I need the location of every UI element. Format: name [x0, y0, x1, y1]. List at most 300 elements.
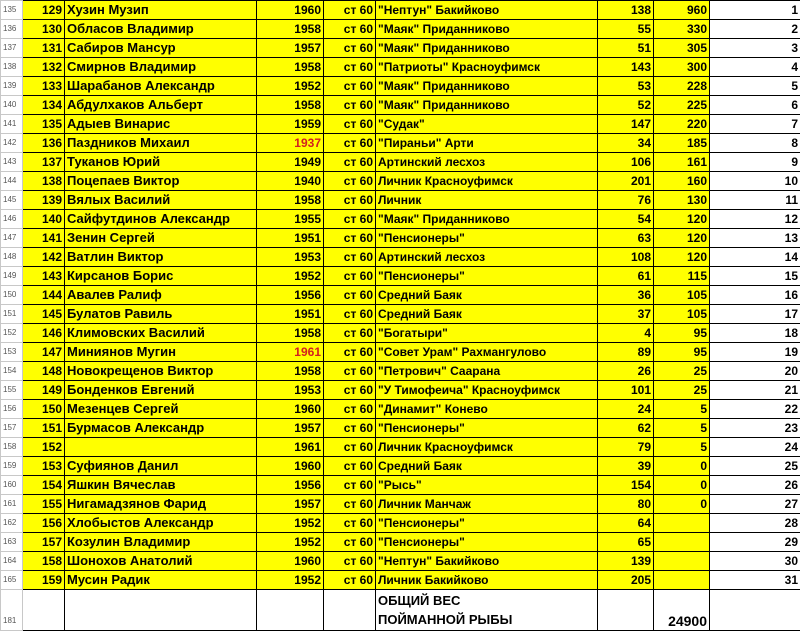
participant-name-cell[interactable]: Авалев Ралиф — [65, 286, 257, 305]
table-row — [1, 457, 800, 476]
entry-number-cell[interactable]: 149 — [23, 381, 65, 400]
row-number[interactable]: 141 — [1, 115, 23, 134]
row-number[interactable]: 154 — [1, 362, 23, 381]
team-cell[interactable]: Средний Баяк — [376, 457, 598, 476]
entry-number-cell[interactable]: 144 — [23, 286, 65, 305]
row-number[interactable]: 142 — [1, 134, 23, 153]
category-cell[interactable]: ст 60 — [324, 20, 376, 39]
entry-number-cell[interactable]: 158 — [23, 552, 65, 571]
row-number[interactable]: 155 — [1, 381, 23, 400]
number-cell[interactable]: 80 — [598, 495, 654, 514]
weight-cell[interactable]: 185 — [654, 134, 710, 153]
entry-number-cell[interactable]: 151 — [23, 419, 65, 438]
participant-name-cell[interactable]: Миниянов Мугин — [65, 343, 257, 362]
total-weight-cell[interactable]: 24900 — [654, 590, 710, 631]
place-cell[interactable]: 25 — [710, 457, 800, 476]
weight-cell[interactable]: 105 — [654, 286, 710, 305]
birth-year-cell[interactable]: 1960 — [257, 457, 324, 476]
place-cell[interactable]: 27 — [710, 495, 800, 514]
number-cell[interactable]: 61 — [598, 267, 654, 286]
participant-name-cell[interactable]: Вялых Василий — [65, 191, 257, 210]
weight-cell[interactable] — [654, 514, 710, 533]
team-cell[interactable]: "Динамит" Конево — [376, 400, 598, 419]
team-cell[interactable]: "Пенсионеры" — [376, 267, 598, 286]
birth-year-cell[interactable]: 1955 — [257, 210, 324, 229]
table-row — [1, 210, 800, 229]
number-cell[interactable]: 51 — [598, 39, 654, 58]
birth-year-cell[interactable]: 1957 — [257, 495, 324, 514]
category-cell[interactable]: ст 60 — [324, 324, 376, 343]
place-cell[interactable]: 15 — [710, 267, 800, 286]
place-cell[interactable]: 16 — [710, 286, 800, 305]
weight-cell[interactable]: 330 — [654, 20, 710, 39]
row-number[interactable]: 153 — [1, 343, 23, 362]
table-row — [1, 533, 800, 552]
table-row — [1, 77, 800, 96]
entry-number-cell[interactable]: 148 — [23, 362, 65, 381]
team-cell[interactable]: "Маяк" Приданниково — [376, 39, 598, 58]
weight-cell[interactable]: 0 — [654, 495, 710, 514]
total-label-cell[interactable] — [376, 590, 598, 631]
team-cell[interactable]: "Пенсионеры" — [376, 229, 598, 248]
weight-cell[interactable]: 228 — [654, 77, 710, 96]
number-cell[interactable]: 79 — [598, 438, 654, 457]
row-number[interactable]: 150 — [1, 286, 23, 305]
birth-year-cell[interactable]: 1952 — [257, 267, 324, 286]
category-cell[interactable]: ст 60 — [324, 381, 376, 400]
entry-number-cell[interactable]: 140 — [23, 210, 65, 229]
weight-cell[interactable]: 0 — [654, 457, 710, 476]
weight-cell[interactable]: 300 — [654, 58, 710, 77]
team-cell[interactable]: "Петрович" Саарана — [376, 362, 598, 381]
number-cell[interactable]: 63 — [598, 229, 654, 248]
row-number[interactable]: 157 — [1, 419, 23, 438]
number-cell[interactable]: 62 — [598, 419, 654, 438]
place-cell[interactable]: 3 — [710, 39, 800, 58]
team-cell[interactable]: Личник Манчаж — [376, 495, 598, 514]
entry-number-cell[interactable]: 159 — [23, 571, 65, 590]
place-cell[interactable]: 1 — [710, 1, 800, 20]
place-cell[interactable]: 7 — [710, 115, 800, 134]
team-cell[interactable]: Личник — [376, 191, 598, 210]
number-cell[interactable]: 108 — [598, 248, 654, 267]
place-cell[interactable]: 4 — [710, 58, 800, 77]
team-cell[interactable]: "Маяк" Приданниково — [376, 77, 598, 96]
table-row — [1, 58, 800, 77]
row-number[interactable]: 160 — [1, 476, 23, 495]
entry-number-cell[interactable]: 150 — [23, 400, 65, 419]
participant-name-cell[interactable]: Нигамадзянов Фарид — [65, 495, 257, 514]
birth-year-cell[interactable]: 1953 — [257, 381, 324, 400]
category-cell[interactable]: ст 60 — [324, 571, 376, 590]
category-cell[interactable]: ст 60 — [324, 438, 376, 457]
row-number[interactable]: 146 — [1, 210, 23, 229]
entry-number-cell[interactable]: 137 — [23, 153, 65, 172]
cell[interactable] — [257, 590, 324, 631]
entry-number-cell[interactable]: 145 — [23, 305, 65, 324]
entry-number-cell[interactable]: 154 — [23, 476, 65, 495]
participant-name-cell[interactable]: Климовских Василий — [65, 324, 257, 343]
table-row — [1, 96, 800, 115]
weight-cell[interactable]: 161 — [654, 153, 710, 172]
category-cell[interactable]: ст 60 — [324, 533, 376, 552]
team-cell[interactable]: "Патриоты" Красноуфимск — [376, 58, 598, 77]
weight-cell[interactable] — [654, 571, 710, 590]
entry-number-cell[interactable]: 157 — [23, 533, 65, 552]
category-cell[interactable]: ст 60 — [324, 305, 376, 324]
entry-number-cell[interactable]: 131 — [23, 39, 65, 58]
number-cell[interactable]: 143 — [598, 58, 654, 77]
birth-year-cell[interactable]: 1958 — [257, 324, 324, 343]
place-cell[interactable]: 14 — [710, 248, 800, 267]
weight-cell[interactable]: 25 — [654, 381, 710, 400]
row-number[interactable]: 135 — [1, 1, 23, 20]
entry-number-cell[interactable]: 143 — [23, 267, 65, 286]
entry-number-cell[interactable]: 139 — [23, 191, 65, 210]
weight-cell[interactable]: 960 — [654, 1, 710, 20]
number-cell[interactable]: 39 — [598, 457, 654, 476]
team-cell[interactable]: "Пираньи" Арти — [376, 134, 598, 153]
category-cell[interactable]: ст 60 — [324, 39, 376, 58]
weight-cell[interactable]: 25 — [654, 362, 710, 381]
number-cell[interactable]: 138 — [598, 1, 654, 20]
category-cell[interactable]: ст 60 — [324, 457, 376, 476]
place-cell[interactable]: 24 — [710, 438, 800, 457]
weight-cell[interactable]: 5 — [654, 419, 710, 438]
weight-cell[interactable]: 5 — [654, 438, 710, 457]
row-number[interactable]: 144 — [1, 172, 23, 191]
row-number[interactable]: 181 — [1, 590, 23, 631]
row-number[interactable]: 143 — [1, 153, 23, 172]
entry-number-cell[interactable]: 133 — [23, 77, 65, 96]
number-cell[interactable]: 154 — [598, 476, 654, 495]
row-number[interactable]: 165 — [1, 571, 23, 590]
row-number[interactable]: 139 — [1, 77, 23, 96]
number-cell[interactable]: 101 — [598, 381, 654, 400]
category-cell[interactable]: ст 60 — [324, 96, 376, 115]
category-cell[interactable]: ст 60 — [324, 229, 376, 248]
number-cell[interactable]: 201 — [598, 172, 654, 191]
place-cell[interactable]: 10 — [710, 172, 800, 191]
team-cell[interactable]: Артинский лесхоз — [376, 153, 598, 172]
team-cell[interactable]: "Совет Урам" Рахмангулово — [376, 343, 598, 362]
participant-name-cell[interactable]: Зенин Сергей — [65, 229, 257, 248]
place-cell[interactable]: 8 — [710, 134, 800, 153]
participant-name-cell[interactable]: Адыев Винарис — [65, 115, 257, 134]
number-cell[interactable]: 4 — [598, 324, 654, 343]
row-number[interactable]: 152 — [1, 324, 23, 343]
cell[interactable] — [710, 590, 800, 631]
weight-cell[interactable]: 225 — [654, 96, 710, 115]
participant-name-cell[interactable]: Бонденков Евгений — [65, 381, 257, 400]
entry-number-cell[interactable]: 136 — [23, 134, 65, 153]
team-cell[interactable]: "Нептун" Бакийково — [376, 552, 598, 571]
row-number[interactable]: 163 — [1, 533, 23, 552]
participant-name-cell[interactable]: Поцепаев Виктор — [65, 172, 257, 191]
number-cell[interactable]: 53 — [598, 77, 654, 96]
number-cell[interactable]: 64 — [598, 514, 654, 533]
participant-name-cell[interactable]: Бурмасов Александр — [65, 419, 257, 438]
team-cell[interactable]: "Богатыри" — [376, 324, 598, 343]
place-cell[interactable]: 28 — [710, 514, 800, 533]
place-cell[interactable]: 13 — [710, 229, 800, 248]
weight-cell[interactable]: 95 — [654, 324, 710, 343]
birth-year-cell[interactable]: 1951 — [257, 229, 324, 248]
place-cell[interactable]: 2 — [710, 20, 800, 39]
category-cell[interactable]: ст 60 — [324, 343, 376, 362]
participant-name-cell[interactable]: Паздников Михаил — [65, 134, 257, 153]
place-cell[interactable]: 23 — [710, 419, 800, 438]
team-cell[interactable]: "Рысь" — [376, 476, 598, 495]
row-number[interactable]: 136 — [1, 20, 23, 39]
number-cell[interactable]: 76 — [598, 191, 654, 210]
place-cell[interactable]: 17 — [710, 305, 800, 324]
table-row — [1, 20, 800, 39]
weight-cell[interactable]: 220 — [654, 115, 710, 134]
entry-number-cell[interactable]: 142 — [23, 248, 65, 267]
weight-cell[interactable]: 105 — [654, 305, 710, 324]
row-number[interactable]: 156 — [1, 400, 23, 419]
birth-year-cell[interactable]: 1952 — [257, 533, 324, 552]
participant-name-cell[interactable]: Шарабанов Александр — [65, 77, 257, 96]
category-cell[interactable]: ст 60 — [324, 210, 376, 229]
participant-name-cell[interactable]: Булатов Равиль — [65, 305, 257, 324]
row-number[interactable]: 148 — [1, 248, 23, 267]
number-cell[interactable]: 52 — [598, 96, 654, 115]
entry-number-cell[interactable]: 129 — [23, 1, 65, 20]
birth-year-cell[interactable]: 1952 — [257, 571, 324, 590]
birth-year-cell[interactable]: 1961 — [257, 343, 324, 362]
weight-cell[interactable]: 120 — [654, 248, 710, 267]
place-cell[interactable]: 12 — [710, 210, 800, 229]
birth-year-cell[interactable]: 1952 — [257, 77, 324, 96]
entry-number-cell[interactable]: 132 — [23, 58, 65, 77]
birth-year-cell[interactable]: 1956 — [257, 476, 324, 495]
number-cell[interactable]: 36 — [598, 286, 654, 305]
number-cell[interactable]: 26 — [598, 362, 654, 381]
category-cell[interactable]: ст 60 — [324, 191, 376, 210]
category-cell[interactable]: ст 60 — [324, 267, 376, 286]
entry-number-cell[interactable]: 147 — [23, 343, 65, 362]
team-cell[interactable]: Средний Баяк — [376, 305, 598, 324]
row-number[interactable]: 137 — [1, 39, 23, 58]
total-label-line1: ОБЩИЙ ВЕС — [378, 591, 595, 610]
entry-number-cell[interactable]: 130 — [23, 20, 65, 39]
weight-cell[interactable]: 0 — [654, 476, 710, 495]
number-cell[interactable]: 34 — [598, 134, 654, 153]
row-number[interactable]: 164 — [1, 552, 23, 571]
participant-name-cell[interactable]: Сайфутдинов Александр — [65, 210, 257, 229]
participant-name-cell[interactable]: Смирнов Владимир — [65, 58, 257, 77]
category-cell[interactable]: ст 60 — [324, 476, 376, 495]
cell[interactable] — [598, 590, 654, 631]
weight-cell[interactable]: 305 — [654, 39, 710, 58]
team-cell[interactable]: "Пенсионеры" — [376, 419, 598, 438]
participant-name-cell[interactable]: Абдулхаков Альберт — [65, 96, 257, 115]
team-cell[interactable]: Личник Красноуфимск — [376, 172, 598, 191]
table-row — [1, 571, 800, 590]
birth-year-cell[interactable]: 1952 — [257, 514, 324, 533]
team-cell[interactable]: Личник Красноуфимск — [376, 438, 598, 457]
participant-name-cell[interactable]: Мезенцев Сергей — [65, 400, 257, 419]
number-cell[interactable]: 65 — [598, 533, 654, 552]
category-cell[interactable]: ст 60 — [324, 77, 376, 96]
cell[interactable] — [324, 590, 376, 631]
team-cell[interactable]: "Маяк" Приданниково — [376, 96, 598, 115]
place-cell[interactable]: 5 — [710, 77, 800, 96]
birth-year-cell[interactable]: 1961 — [257, 438, 324, 457]
entry-number-cell[interactable]: 156 — [23, 514, 65, 533]
category-cell[interactable]: ст 60 — [324, 172, 376, 191]
birth-year-cell[interactable]: 1960 — [257, 1, 324, 20]
participant-name-cell[interactable]: Шонохов Анатолий — [65, 552, 257, 571]
row-number[interactable]: 149 — [1, 267, 23, 286]
birth-year-cell[interactable]: 1958 — [257, 191, 324, 210]
team-cell[interactable]: Средний Баяк — [376, 286, 598, 305]
row-number[interactable]: 161 — [1, 495, 23, 514]
number-cell[interactable]: 55 — [598, 20, 654, 39]
participant-name-cell[interactable]: Козулин Владимир — [65, 533, 257, 552]
row-number[interactable]: 151 — [1, 305, 23, 324]
weight-cell[interactable] — [654, 552, 710, 571]
row-number[interactable]: 159 — [1, 457, 23, 476]
place-cell[interactable]: 18 — [710, 324, 800, 343]
birth-year-cell[interactable]: 1960 — [257, 552, 324, 571]
birth-year-cell[interactable]: 1958 — [257, 362, 324, 381]
cell[interactable] — [23, 590, 65, 631]
participant-name-cell[interactable]: Яшкин Вячеслав — [65, 476, 257, 495]
birth-year-cell[interactable]: 1953 — [257, 248, 324, 267]
participant-name-cell[interactable]: Мусин Радик — [65, 571, 257, 590]
weight-cell[interactable]: 5 — [654, 400, 710, 419]
row-number[interactable]: 147 — [1, 229, 23, 248]
birth-year-cell[interactable]: 1960 — [257, 400, 324, 419]
weight-cell[interactable]: 95 — [654, 343, 710, 362]
participant-name-cell[interactable]: Суфиянов Данил — [65, 457, 257, 476]
weight-cell[interactable]: 130 — [654, 191, 710, 210]
birth-year-cell[interactable]: 1956 — [257, 286, 324, 305]
number-cell[interactable]: 89 — [598, 343, 654, 362]
weight-cell[interactable] — [654, 533, 710, 552]
entry-number-cell[interactable]: 153 — [23, 457, 65, 476]
team-cell[interactable]: "Пенсионеры" — [376, 533, 598, 552]
place-cell[interactable]: 22 — [710, 400, 800, 419]
birth-year-cell[interactable]: 1957 — [257, 39, 324, 58]
number-cell[interactable]: 54 — [598, 210, 654, 229]
birth-year-cell[interactable]: 1958 — [257, 58, 324, 77]
team-cell[interactable]: "Нептун" Бакийково — [376, 1, 598, 20]
entry-number-cell[interactable]: 152 — [23, 438, 65, 457]
entry-number-cell[interactable]: 146 — [23, 324, 65, 343]
table-row — [1, 514, 800, 533]
birth-year-cell[interactable]: 1937 — [257, 134, 324, 153]
entry-number-cell[interactable]: 134 — [23, 96, 65, 115]
category-cell[interactable]: ст 60 — [324, 248, 376, 267]
place-cell[interactable]: 26 — [710, 476, 800, 495]
category-cell[interactable]: ст 60 — [324, 153, 376, 172]
category-cell[interactable]: ст 60 — [324, 495, 376, 514]
row-number[interactable]: 140 — [1, 96, 23, 115]
place-cell[interactable]: 11 — [710, 191, 800, 210]
team-cell[interactable]: "Маяк" Приданниково — [376, 210, 598, 229]
participant-name-cell[interactable] — [65, 438, 257, 457]
table-row — [1, 248, 800, 267]
birth-year-cell[interactable]: 1958 — [257, 20, 324, 39]
row-number[interactable]: 158 — [1, 438, 23, 457]
place-cell[interactable]: 31 — [710, 571, 800, 590]
row-number[interactable]: 138 — [1, 58, 23, 77]
participant-name-cell[interactable]: Сабиров Мансур — [65, 39, 257, 58]
birth-year-cell[interactable]: 1957 — [257, 419, 324, 438]
team-cell[interactable]: Артинский лесхоз — [376, 248, 598, 267]
team-cell[interactable]: "Судак" — [376, 115, 598, 134]
weight-cell[interactable]: 115 — [654, 267, 710, 286]
place-cell[interactable]: 20 — [710, 362, 800, 381]
participant-name-cell[interactable]: Обласов Владимир — [65, 20, 257, 39]
team-cell[interactable]: "Пенсионеры" — [376, 514, 598, 533]
participant-name-cell[interactable]: Хлобыстов Александр — [65, 514, 257, 533]
place-cell[interactable]: 9 — [710, 153, 800, 172]
birth-year-cell[interactable]: 1940 — [257, 172, 324, 191]
place-cell[interactable]: 6 — [710, 96, 800, 115]
entry-number-cell[interactable]: 135 — [23, 115, 65, 134]
birth-year-cell[interactable]: 1949 — [257, 153, 324, 172]
entry-number-cell[interactable]: 141 — [23, 229, 65, 248]
category-cell[interactable]: ст 60 — [324, 134, 376, 153]
number-cell[interactable]: 205 — [598, 571, 654, 590]
row-number[interactable]: 162 — [1, 514, 23, 533]
number-cell[interactable]: 37 — [598, 305, 654, 324]
category-cell[interactable]: ст 60 — [324, 514, 376, 533]
entry-number-cell[interactable]: 138 — [23, 172, 65, 191]
participant-name-cell[interactable]: Ватлин Виктор — [65, 248, 257, 267]
team-cell[interactable]: "Маяк" Приданниково — [376, 20, 598, 39]
birth-year-cell[interactable]: 1958 — [257, 96, 324, 115]
participant-name-cell[interactable]: Туканов Юрий — [65, 153, 257, 172]
category-cell[interactable]: ст 60 — [324, 419, 376, 438]
row-number[interactable]: 145 — [1, 191, 23, 210]
category-cell[interactable]: ст 60 — [324, 400, 376, 419]
category-cell[interactable]: ст 60 — [324, 362, 376, 381]
place-cell[interactable]: 21 — [710, 381, 800, 400]
birth-year-cell[interactable]: 1951 — [257, 305, 324, 324]
number-cell[interactable]: 139 — [598, 552, 654, 571]
number-cell[interactable]: 147 — [598, 115, 654, 134]
number-cell[interactable]: 24 — [598, 400, 654, 419]
participant-name-cell[interactable]: Новокрещенов Виктор — [65, 362, 257, 381]
category-cell[interactable]: ст 60 — [324, 552, 376, 571]
place-cell[interactable]: 29 — [710, 533, 800, 552]
category-cell[interactable]: ст 60 — [324, 58, 376, 77]
table-row — [1, 115, 800, 134]
weight-cell[interactable]: 160 — [654, 172, 710, 191]
weight-cell[interactable]: 120 — [654, 210, 710, 229]
cell[interactable] — [65, 590, 257, 631]
place-cell[interactable]: 30 — [710, 552, 800, 571]
entry-number-cell[interactable]: 155 — [23, 495, 65, 514]
category-cell[interactable]: ст 60 — [324, 115, 376, 134]
participant-name-cell[interactable]: Хузин Музип — [65, 1, 257, 20]
number-cell[interactable]: 106 — [598, 153, 654, 172]
weight-cell[interactable]: 120 — [654, 229, 710, 248]
team-cell[interactable]: Личник Бакийково — [376, 571, 598, 590]
place-cell[interactable]: 19 — [710, 343, 800, 362]
participant-name-cell[interactable]: Кирсанов Борис — [65, 267, 257, 286]
birth-year-cell[interactable]: 1959 — [257, 115, 324, 134]
category-cell[interactable]: ст 60 — [324, 286, 376, 305]
team-cell[interactable]: "У Тимофеича" Красноуфимск — [376, 381, 598, 400]
category-cell[interactable]: ст 60 — [324, 1, 376, 20]
